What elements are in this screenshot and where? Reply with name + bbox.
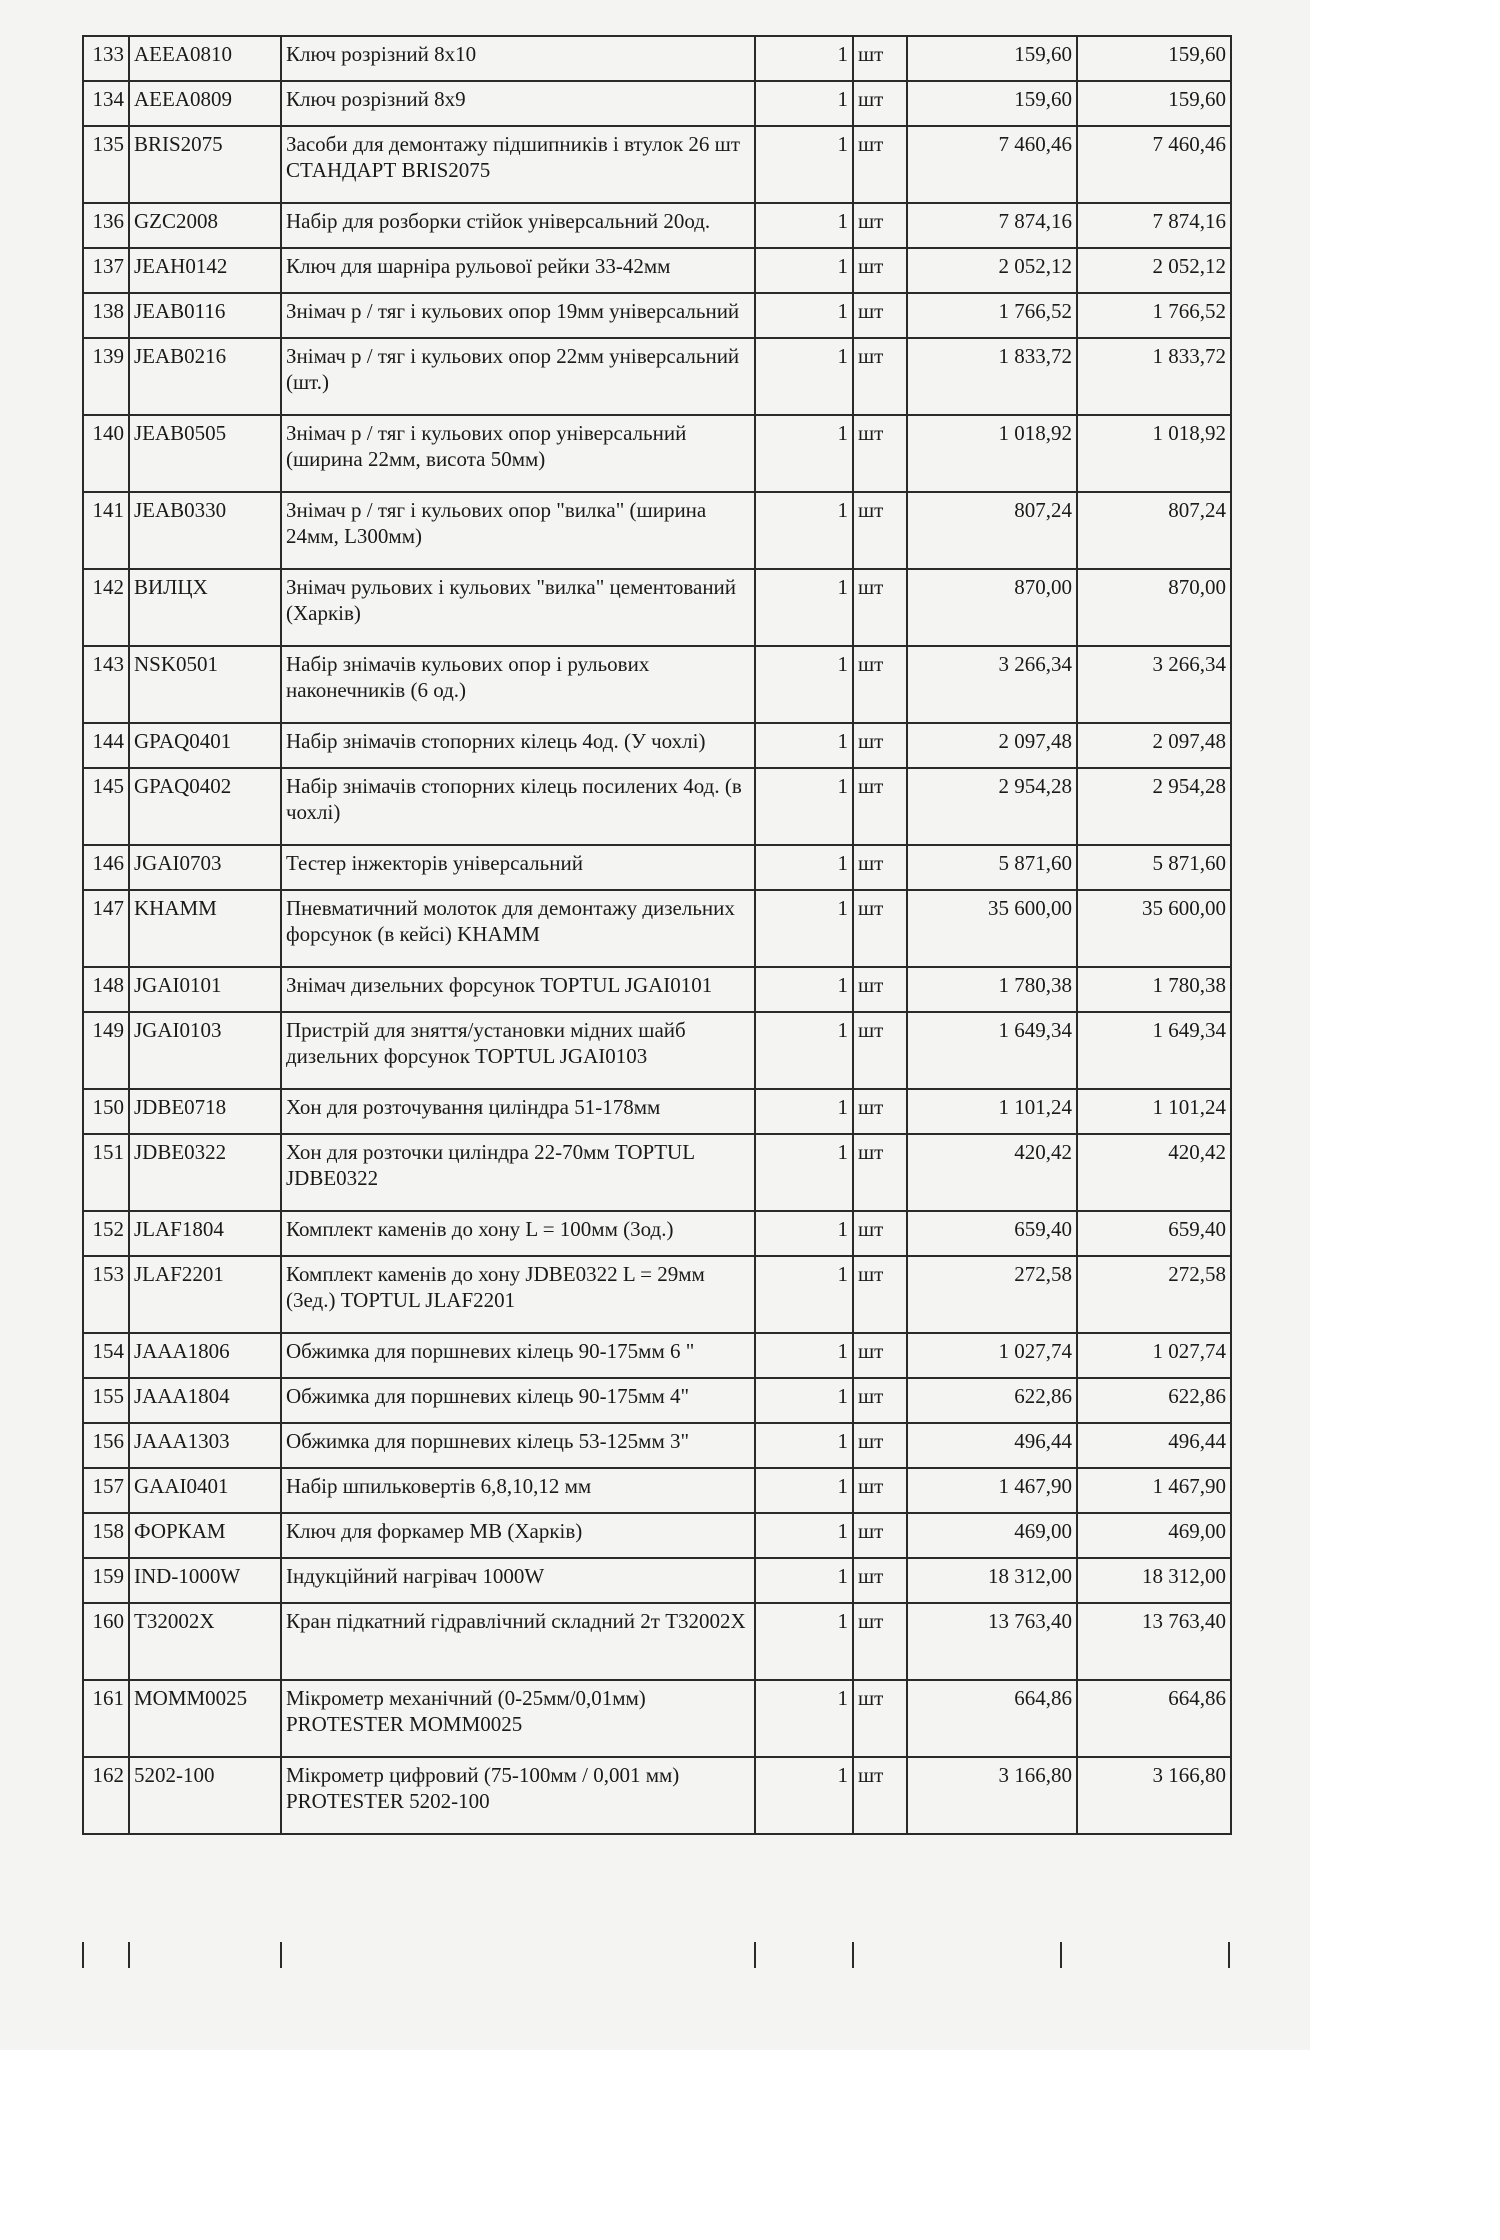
- table-row: [83, 1468, 1231, 1513]
- item-total: 3 166,80: [1077, 1757, 1231, 1834]
- item-price: 18 312,00: [907, 1558, 1077, 1603]
- item-unit: шт: [853, 248, 907, 293]
- table-border-tail: [754, 1942, 756, 1968]
- row-number: 160: [83, 1603, 129, 1680]
- item-unit: шт: [853, 81, 907, 126]
- item-price: 1 027,74: [907, 1333, 1077, 1378]
- row-number: 137: [83, 248, 129, 293]
- item-unit: шт: [853, 126, 907, 203]
- row-number: 150: [83, 1089, 129, 1134]
- item-total: 2 954,28: [1077, 768, 1231, 845]
- item-quantity: 1: [755, 1680, 853, 1757]
- row-number: 135: [83, 126, 129, 203]
- item-quantity: 1: [755, 723, 853, 768]
- item-total: 35 600,00: [1077, 890, 1231, 967]
- table-row: [83, 203, 1231, 248]
- item-quantity: 1: [755, 768, 853, 845]
- item-price: 1 780,38: [907, 967, 1077, 1012]
- item-unit: шт: [853, 415, 907, 492]
- table-row: [83, 1012, 1231, 1089]
- item-name: Ключ для шарніра рульової рейки 33-42мм: [281, 248, 755, 293]
- item-price: 272,58: [907, 1256, 1077, 1333]
- item-unit: шт: [853, 1603, 907, 1680]
- item-price: 2 097,48: [907, 723, 1077, 768]
- item-price: 496,44: [907, 1423, 1077, 1468]
- item-price: 1 467,90: [907, 1468, 1077, 1513]
- row-number: 154: [83, 1333, 129, 1378]
- item-code: JGAI0101: [129, 967, 281, 1012]
- table-row: [83, 845, 1231, 890]
- row-number: 157: [83, 1468, 129, 1513]
- item-quantity: 1: [755, 1256, 853, 1333]
- table-row: [83, 248, 1231, 293]
- item-name: Обжимка для поршневих кілець 90-175мм 6 ": [281, 1333, 755, 1378]
- item-unit: шт: [853, 845, 907, 890]
- item-quantity: 1: [755, 646, 853, 723]
- item-total: 2 097,48: [1077, 723, 1231, 768]
- table-row: [83, 1333, 1231, 1378]
- item-unit: шт: [853, 1134, 907, 1211]
- item-name: Знімач рульових і кульових "вилка" цементований (Харків): [281, 569, 755, 646]
- row-number: 147: [83, 890, 129, 967]
- row-number: 136: [83, 203, 129, 248]
- item-code: ВИЛЦХ: [129, 569, 281, 646]
- item-name: Набір знімачів стопорних кілець 4од. (У чохлі): [281, 723, 755, 768]
- table-row: [83, 1378, 1231, 1423]
- item-name: Кран підкатний гідравлічний складний 2т T32002X: [281, 1603, 755, 1680]
- item-unit: шт: [853, 1378, 907, 1423]
- item-total: 1 018,92: [1077, 415, 1231, 492]
- row-number: 143: [83, 646, 129, 723]
- item-total: 1 649,34: [1077, 1012, 1231, 1089]
- item-code: JEAB0116: [129, 293, 281, 338]
- table-row: [83, 492, 1231, 569]
- item-price: 159,60: [907, 81, 1077, 126]
- row-number: 162: [83, 1757, 129, 1834]
- item-code: GPAQ0402: [129, 768, 281, 845]
- item-total: 664,86: [1077, 1680, 1231, 1757]
- item-price: 1 833,72: [907, 338, 1077, 415]
- table-row: [83, 1211, 1231, 1256]
- table-border-tail: [128, 1942, 130, 1968]
- row-number: 139: [83, 338, 129, 415]
- item-total: 5 871,60: [1077, 845, 1231, 890]
- item-total: 1 101,24: [1077, 1089, 1231, 1134]
- item-total: 1 780,38: [1077, 967, 1231, 1012]
- item-quantity: 1: [755, 1012, 853, 1089]
- item-unit: шт: [853, 1757, 907, 1834]
- item-code: JEAB0216: [129, 338, 281, 415]
- item-total: 1 833,72: [1077, 338, 1231, 415]
- table-row: [83, 338, 1231, 415]
- row-number: 155: [83, 1378, 129, 1423]
- item-code: JEAB0505: [129, 415, 281, 492]
- item-name: Набір знімачів кульових опор і рульових наконечників (6 од.): [281, 646, 755, 723]
- item-price: 35 600,00: [907, 890, 1077, 967]
- item-price: 7 460,46: [907, 126, 1077, 203]
- item-name: Хон для розточування циліндра 51-178мм: [281, 1089, 755, 1134]
- table-row: [83, 36, 1231, 81]
- item-quantity: 1: [755, 1603, 853, 1680]
- item-name: Обжимка для поршневих кілець 90-175мм 4": [281, 1378, 755, 1423]
- item-price: 2 052,12: [907, 248, 1077, 293]
- item-code: GPAQ0401: [129, 723, 281, 768]
- item-name: Мікрометр механічний (0-25мм/0,01мм) PROTESTER MOMM0025: [281, 1680, 755, 1757]
- item-price: 2 954,28: [907, 768, 1077, 845]
- item-code: GZC2008: [129, 203, 281, 248]
- item-unit: шт: [853, 1333, 907, 1378]
- item-code: JAAA1806: [129, 1333, 281, 1378]
- table-border-tail: [280, 1942, 282, 1968]
- item-price: 7 874,16: [907, 203, 1077, 248]
- item-price: 664,86: [907, 1680, 1077, 1757]
- row-number: 153: [83, 1256, 129, 1333]
- item-quantity: 1: [755, 1468, 853, 1513]
- item-total: 420,42: [1077, 1134, 1231, 1211]
- item-quantity: 1: [755, 338, 853, 415]
- item-unit: шт: [853, 768, 907, 845]
- item-unit: шт: [853, 569, 907, 646]
- item-code: BRIS2075: [129, 126, 281, 203]
- row-number: 144: [83, 723, 129, 768]
- item-unit: шт: [853, 1256, 907, 1333]
- item-unit: шт: [853, 1423, 907, 1468]
- item-name: Засоби для демонтажу підшипників і втулок 26 шт СТАНДАРТ BRIS2075: [281, 126, 755, 203]
- item-quantity: 1: [755, 845, 853, 890]
- item-price: 1 018,92: [907, 415, 1077, 492]
- table-row: [83, 723, 1231, 768]
- item-total: 807,24: [1077, 492, 1231, 569]
- item-total: 272,58: [1077, 1256, 1231, 1333]
- item-price: 3 266,34: [907, 646, 1077, 723]
- item-total: 870,00: [1077, 569, 1231, 646]
- item-total: 3 266,34: [1077, 646, 1231, 723]
- item-quantity: 1: [755, 203, 853, 248]
- item-total: 7 460,46: [1077, 126, 1231, 203]
- item-quantity: 1: [755, 126, 853, 203]
- item-price: 622,86: [907, 1378, 1077, 1423]
- item-code: 5202-100: [129, 1757, 281, 1834]
- table-row: [83, 1603, 1231, 1680]
- item-quantity: 1: [755, 1134, 853, 1211]
- item-quantity: 1: [755, 1333, 853, 1378]
- item-code: JEAB0330: [129, 492, 281, 569]
- item-unit: шт: [853, 890, 907, 967]
- item-price: 870,00: [907, 569, 1077, 646]
- table-row: [83, 293, 1231, 338]
- item-code: IND-1000W: [129, 1558, 281, 1603]
- item-code: MOMM0025: [129, 1680, 281, 1757]
- row-number: 148: [83, 967, 129, 1012]
- item-code: JLAF2201: [129, 1256, 281, 1333]
- item-quantity: 1: [755, 1423, 853, 1468]
- item-total: 1 467,90: [1077, 1468, 1231, 1513]
- item-name: Ключ розрізний 8х9: [281, 81, 755, 126]
- item-price: 1 649,34: [907, 1012, 1077, 1089]
- item-name: Обжимка для поршневих кілець 53-125мм 3": [281, 1423, 755, 1468]
- item-code: JGAI0103: [129, 1012, 281, 1089]
- table-row: [83, 890, 1231, 967]
- item-quantity: 1: [755, 569, 853, 646]
- table-row: [83, 1256, 1231, 1333]
- item-quantity: 1: [755, 1757, 853, 1834]
- item-price: 1 101,24: [907, 1089, 1077, 1134]
- item-unit: шт: [853, 1680, 907, 1757]
- row-number: 156: [83, 1423, 129, 1468]
- item-code: KHAMM: [129, 890, 281, 967]
- table-border-tail: [1228, 1942, 1230, 1968]
- table-row: [83, 1757, 1231, 1834]
- item-quantity: 1: [755, 1378, 853, 1423]
- item-name: Пристрій для зняття/установки мідних шайб дизельних форсунок TOPTUL JGAI0103: [281, 1012, 755, 1089]
- item-unit: шт: [853, 1468, 907, 1513]
- table-row: [83, 967, 1231, 1012]
- item-total: 7 874,16: [1077, 203, 1231, 248]
- row-number: 140: [83, 415, 129, 492]
- item-price: 159,60: [907, 36, 1077, 81]
- table-row: [83, 1423, 1231, 1468]
- item-quantity: 1: [755, 248, 853, 293]
- items-table: [82, 35, 1232, 1835]
- item-total: 622,86: [1077, 1378, 1231, 1423]
- item-name: Знімач р / тяг і кульових опор універсальний (ширина 22мм, висота 50мм): [281, 415, 755, 492]
- item-code: JAAA1303: [129, 1423, 281, 1468]
- item-price: 1 766,52: [907, 293, 1077, 338]
- table-row: [83, 1089, 1231, 1134]
- item-total: 159,60: [1077, 36, 1231, 81]
- item-total: 659,40: [1077, 1211, 1231, 1256]
- item-total: 469,00: [1077, 1513, 1231, 1558]
- item-quantity: 1: [755, 1558, 853, 1603]
- item-name: Набір шпильковертів 6,8,10,12 мм: [281, 1468, 755, 1513]
- item-quantity: 1: [755, 967, 853, 1012]
- item-name: Знімач р / тяг і кульових опор 19мм універсальний: [281, 293, 755, 338]
- item-total: 496,44: [1077, 1423, 1231, 1468]
- table-row: [83, 81, 1231, 126]
- item-code: GAAI0401: [129, 1468, 281, 1513]
- item-quantity: 1: [755, 1513, 853, 1558]
- item-name: Ключ для форкамер МВ (Харків): [281, 1513, 755, 1558]
- row-number: 145: [83, 768, 129, 845]
- item-code: ФОРКАМ: [129, 1513, 281, 1558]
- item-code: AEEA0809: [129, 81, 281, 126]
- items-table-body: [83, 36, 1231, 1834]
- row-number: 158: [83, 1513, 129, 1558]
- item-unit: шт: [853, 293, 907, 338]
- row-number: 142: [83, 569, 129, 646]
- item-price: 469,00: [907, 1513, 1077, 1558]
- item-code: NSK0501: [129, 646, 281, 723]
- item-quantity: 1: [755, 81, 853, 126]
- item-quantity: 1: [755, 492, 853, 569]
- row-number: 161: [83, 1680, 129, 1757]
- item-quantity: 1: [755, 36, 853, 81]
- row-number: 151: [83, 1134, 129, 1211]
- item-name: Знімач р / тяг і кульових опор 22мм універсальний (шт.): [281, 338, 755, 415]
- item-total: 13 763,40: [1077, 1603, 1231, 1680]
- row-number: 138: [83, 293, 129, 338]
- item-price: 5 871,60: [907, 845, 1077, 890]
- item-total: 1 766,52: [1077, 293, 1231, 338]
- item-name: Індукційний нагрівач 1000W: [281, 1558, 755, 1603]
- item-unit: шт: [853, 492, 907, 569]
- table-border-tail: [852, 1942, 854, 1968]
- item-total: 2 052,12: [1077, 248, 1231, 293]
- item-code: JLAF1804: [129, 1211, 281, 1256]
- row-number: 149: [83, 1012, 129, 1089]
- item-quantity: 1: [755, 1211, 853, 1256]
- item-quantity: 1: [755, 415, 853, 492]
- item-name: Набір для розборки стійок універсальний 20од.: [281, 203, 755, 248]
- table-row: [83, 1513, 1231, 1558]
- item-unit: шт: [853, 1513, 907, 1558]
- item-total: 1 027,74: [1077, 1333, 1231, 1378]
- item-price: 3 166,80: [907, 1757, 1077, 1834]
- item-total: 159,60: [1077, 81, 1231, 126]
- item-quantity: 1: [755, 890, 853, 967]
- item-unit: шт: [853, 723, 907, 768]
- table-row: [83, 415, 1231, 492]
- item-name: Ключ розрізний 8х10: [281, 36, 755, 81]
- table-row: [83, 1558, 1231, 1603]
- item-unit: шт: [853, 1089, 907, 1134]
- item-price: 807,24: [907, 492, 1077, 569]
- item-price: 13 763,40: [907, 1603, 1077, 1680]
- item-unit: шт: [853, 203, 907, 248]
- row-number: 141: [83, 492, 129, 569]
- table-border-tail: [82, 1942, 84, 1968]
- table-row: [83, 569, 1231, 646]
- table-row: [83, 646, 1231, 723]
- item-name: Знімач р / тяг і кульових опор "вилка" (ширина 24мм, L300мм): [281, 492, 755, 569]
- row-number: 146: [83, 845, 129, 890]
- item-code: JDBE0322: [129, 1134, 281, 1211]
- item-unit: шт: [853, 646, 907, 723]
- item-unit: шт: [853, 36, 907, 81]
- item-name: Тестер інжекторів універсальний: [281, 845, 755, 890]
- item-unit: шт: [853, 967, 907, 1012]
- item-code: T32002X: [129, 1603, 281, 1680]
- row-number: 159: [83, 1558, 129, 1603]
- item-code: AEEA0810: [129, 36, 281, 81]
- item-name: Комплект каменів до хону L = 100мм (3од.): [281, 1211, 755, 1256]
- item-quantity: 1: [755, 1089, 853, 1134]
- item-quantity: 1: [755, 293, 853, 338]
- row-number: 134: [83, 81, 129, 126]
- item-code: JEAH0142: [129, 248, 281, 293]
- table-row: [83, 126, 1231, 203]
- item-name: Хон для розточки циліндра 22-70мм TOPTUL JDBE0322: [281, 1134, 755, 1211]
- item-name: Набір знімачів стопорних кілець посилених 4од. (в чохлі): [281, 768, 755, 845]
- item-name: Мікрометр цифровий (75-100мм / 0,001 мм) PROTESTER 5202-100: [281, 1757, 755, 1834]
- row-number: 133: [83, 36, 129, 81]
- item-unit: шт: [853, 1211, 907, 1256]
- table-row: [83, 1134, 1231, 1211]
- item-price: 659,40: [907, 1211, 1077, 1256]
- item-name: Пневматичний молоток для демонтажу дизельних форсунок (в кейсі) KHAMM: [281, 890, 755, 967]
- table-row: [83, 1680, 1231, 1757]
- row-number: 152: [83, 1211, 129, 1256]
- table-row: [83, 768, 1231, 845]
- item-unit: шт: [853, 1558, 907, 1603]
- item-price: 420,42: [907, 1134, 1077, 1211]
- item-code: JAAA1804: [129, 1378, 281, 1423]
- item-code: JGAI0703: [129, 845, 281, 890]
- item-total: 18 312,00: [1077, 1558, 1231, 1603]
- table-border-tail: [1060, 1942, 1062, 1968]
- item-name: Знімач дизельних форсунок TOPTUL JGAI0101: [281, 967, 755, 1012]
- item-name: Комплект каменів до хону JDBE0322 L = 29мм (3ед.) TOPTUL JLAF2201: [281, 1256, 755, 1333]
- item-unit: шт: [853, 1012, 907, 1089]
- item-unit: шт: [853, 338, 907, 415]
- item-code: JDBE0718: [129, 1089, 281, 1134]
